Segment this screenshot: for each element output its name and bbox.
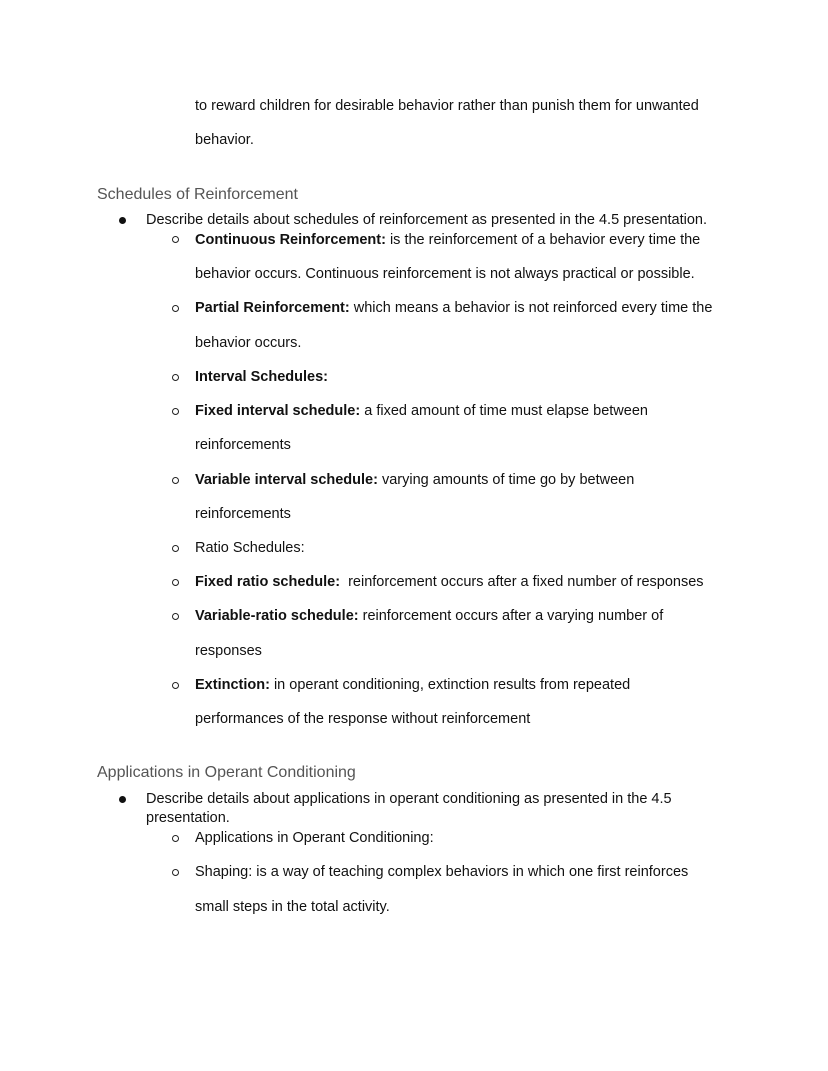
term-partial: Partial Reinforcement: [195, 300, 350, 316]
list-item-fixed-ratio [195, 573, 704, 591]
bullet-circle [172, 477, 179, 484]
bullet-circle [172, 374, 179, 381]
term-interval: Interval Schedules: [195, 369, 328, 385]
bullet-circle [172, 408, 179, 415]
list-item-variable-interval [195, 471, 634, 489]
term-fixed-ratio: Fixed ratio schedule: [195, 574, 341, 590]
bullet-circle [172, 579, 179, 586]
list-item-variable-ratio-cont: responses [195, 643, 262, 659]
desc-partial: which means a behavior is not reinforced every time the [349, 300, 713, 316]
desc-fixed-interval: a fixed amount of time must elapse between [360, 403, 648, 419]
bullet-circle [172, 305, 179, 312]
bullet-disc [119, 796, 126, 803]
list-item-variable-interval-cont: reinforcements [195, 506, 291, 522]
bullet-circle [172, 545, 179, 552]
list-item-shaping-cont: small steps in the total activity. [195, 899, 390, 915]
bullet-circle [172, 835, 179, 842]
section-heading-schedules: Schedules of Reinforcement [97, 186, 298, 203]
desc-variable-ratio: reinforcement occurs after a varying number of [358, 608, 664, 624]
list-item-fixed-interval-cont: reinforcements [195, 437, 291, 453]
desc-fixed-ratio: reinforcement occurs after a fixed number of responses [340, 574, 704, 590]
list-item-continuous [195, 231, 700, 249]
list-item-applications: Applications in Operant Conditioning: [195, 830, 434, 846]
list-item-extinction-cont: performances of the response without reinforcement [195, 711, 531, 727]
section1-bullet-text: Describe details about schedules of reinforcement as presented in the 4.5 presentation. [146, 212, 708, 228]
list-item-ratio: Ratio Schedules: [195, 540, 305, 556]
list-item-shaping: Shaping: is a way of teaching complex behaviors in which one first reinforces [195, 864, 689, 880]
bullet-disc [119, 217, 126, 224]
section2-bullet-text-2: presentation. [146, 810, 230, 826]
bullet-circle [172, 236, 179, 243]
intro-line-1: to reward children for desirable behavior rather than punish them for unwanted [195, 98, 699, 114]
list-item-variable-ratio [195, 607, 663, 625]
list-item-partial-cont: behavior occurs. [195, 335, 302, 351]
list-item-extinction [195, 676, 630, 694]
desc-continuous: is the reinforcement of a behavior every time the [385, 232, 701, 248]
intro-line-2: behavior. [195, 132, 254, 148]
term-fixed-interval: Fixed interval schedule: [195, 403, 361, 419]
list-item-interval [195, 368, 328, 386]
section2-bullet-text-1: Describe details about applications in operant conditioning as presented in the 4.5 [146, 791, 672, 807]
list-item-fixed-interval [195, 402, 648, 420]
bullet-circle [172, 869, 179, 876]
bullet-circle [172, 682, 179, 689]
term-variable-interval: Variable interval schedule: [195, 472, 378, 488]
list-item-partial [195, 299, 712, 317]
term-extinction: Extinction: [195, 677, 270, 693]
term-variable-ratio: Variable-ratio schedule: [195, 608, 359, 624]
desc-variable-interval: varying amounts of time go by between [377, 472, 635, 488]
desc-extinction: in operant conditioning, extinction results from repeated [269, 677, 631, 693]
list-item-continuous-cont: behavior occurs. Continuous reinforcement is not always practical or possible. [195, 266, 695, 282]
section-heading-applications: Applications in Operant Conditioning [97, 764, 356, 781]
bullet-circle [172, 613, 179, 620]
term-continuous: Continuous Reinforcement: [195, 232, 386, 248]
